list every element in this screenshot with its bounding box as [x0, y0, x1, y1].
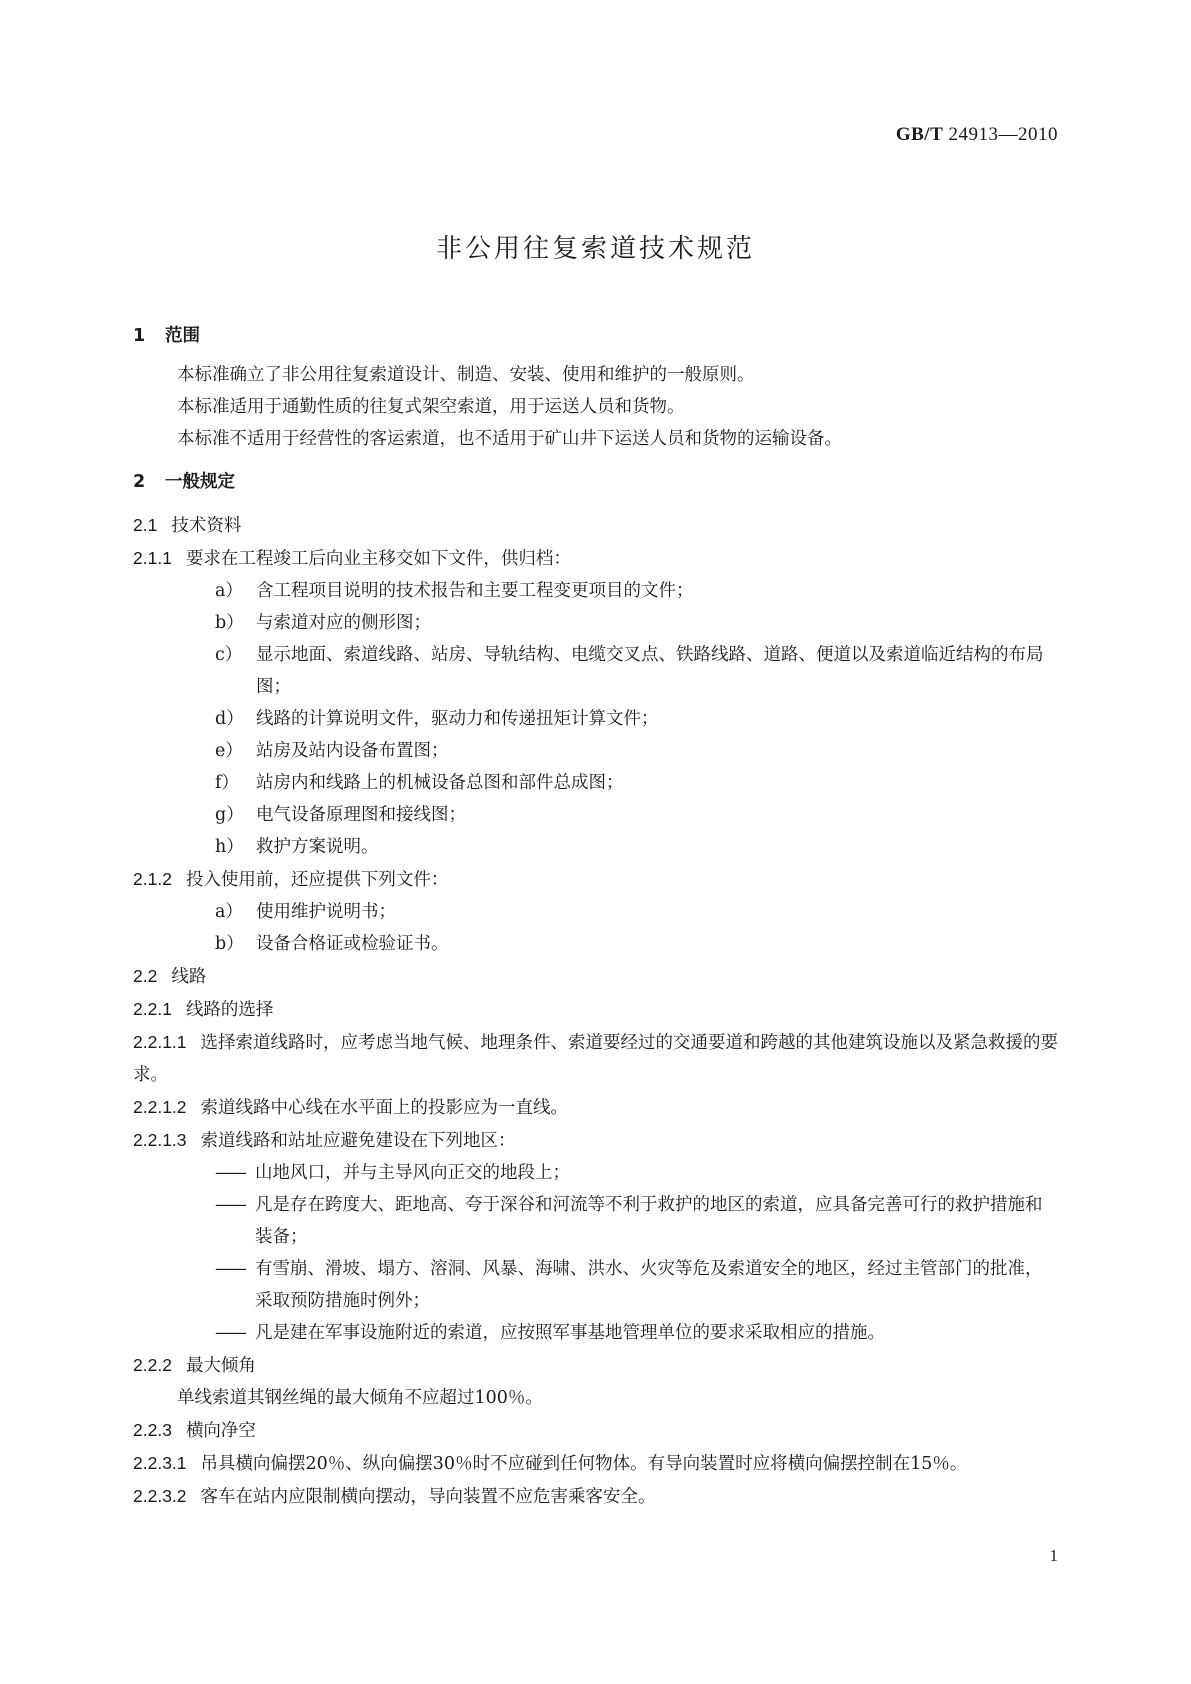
scope-paragraph: 本标准不适用于经营性的客运索道，也不适用于矿山井下运送人员和货物的运输设备。 — [177, 429, 842, 449]
list-item: e） 站房及站内设备布置图； — [215, 741, 449, 761]
clause-2-2-1-3: 2.2.1.3 索道线路和站址应避免建设在下列地区： — [133, 1130, 516, 1151]
max-angle-paragraph: 单线索道其钢丝绳的最大倾角不应超过100％。 — [177, 1388, 543, 1408]
list-item: a） 含工程项目说明的技术报告和主要工程变更项目的文件； — [215, 581, 694, 601]
scope-paragraph: 本标准适用于通勤性质的往复式架空索道，用于运送人员和货物。 — [177, 397, 685, 417]
standard-number — [896, 124, 1058, 146]
list-item: b） 设备合格证或检验证书。 — [215, 934, 449, 954]
clause-2-2: 2.2 线路 — [133, 966, 207, 987]
list-item: f） 站房内和线路上的机械设备总图和部件总成图； — [215, 773, 624, 793]
list-item: c） 显示地面、索道线路、站房、导轨结构、电缆交叉点、铁路线路、道路、便道以及索道临近结构的布局图； — [215, 645, 1044, 697]
section-2-heading: 2 一般规定 — [133, 472, 235, 492]
clause-2-1-1: 2.1.1 要求在工程竣工后向业主移交如下文件，供归档： — [133, 548, 571, 569]
clause-2-2-3: 2.2.3 横向净空 — [133, 1420, 256, 1441]
standard-prefix: GB/T — [895, 124, 944, 145]
clause-2-1-2: 2.1.2 投入使用前，还应提供下列文件： — [133, 869, 449, 890]
section-1-heading: 1 范围 — [133, 326, 200, 346]
document-body — [133, 320, 1059, 1513]
clause-2-2-3-1: 2.2.3.1 吊具横向偏摆20％、纵向偏摆30％时不应碰到任何物体。有导向装置时应将横向偏摆控制在15％。 — [133, 1453, 968, 1474]
dash-list-item: —— 山地风口，并与主导风向正交的地段上； — [215, 1163, 570, 1183]
list-item: b） 与索道对应的侧形图； — [215, 613, 431, 633]
page-number: 1 — [1049, 1546, 1058, 1565]
list-item: d） 线路的计算说明文件，驱动力和传递扭矩计算文件； — [215, 709, 659, 729]
standard-code: 24913—2010 — [948, 124, 1058, 145]
clause-2-2-1-1: 2.2.1.1 选择索道线路时，应考虑当地气候、地理条件、索道要经过的交通要道和跨越的其他建筑设施以及紧急救援的要求。 — [133, 1032, 1059, 1085]
clause-2-2-2: 2.2.2 最大倾角 — [133, 1355, 256, 1376]
scope-paragraph: 本标准确立了非公用往复索道设计、制造、安装、使用和维护的一般原则。 — [177, 365, 755, 385]
clause-2-1: 2.1 技术资料 — [133, 515, 242, 536]
dash-list-item: —— 有雪崩、滑坡、塌方、溶洞、风暴、海啸、洪水、火灾等危及索道安全的地区，经过主管部门的批准，采取预防措施时例外； — [215, 1259, 1043, 1311]
list-item: g） 电气设备原理图和接线图； — [215, 805, 466, 825]
list-item: h） 救护方案说明。 — [215, 837, 379, 857]
document-title: 非公用往复索道技术规范 — [435, 234, 755, 264]
list-item: a） 使用维护说明书； — [215, 902, 396, 922]
dash-list-item: —— 凡是存在跨度大、距地高、夸于深谷和河流等不利于救护的地区的索道，应具备完善可行的救护措施和装备； — [215, 1195, 1043, 1247]
dash-list-item: —— 凡是建在军事设施附近的索道，应按照军事基地管理单位的要求采取相应的措施。 — [215, 1323, 885, 1343]
clause-2-2-1-2: 2.2.1.2 索道线路中心线在水平面上的投影应为一直线。 — [133, 1097, 569, 1118]
clause-2-2-1: 2.2.1 线路的选择 — [133, 999, 274, 1020]
clause-2-2-3-2: 2.2.3.2 客车在站内应限制横向摆动，导向装置不应危害乘客安全。 — [133, 1486, 656, 1507]
